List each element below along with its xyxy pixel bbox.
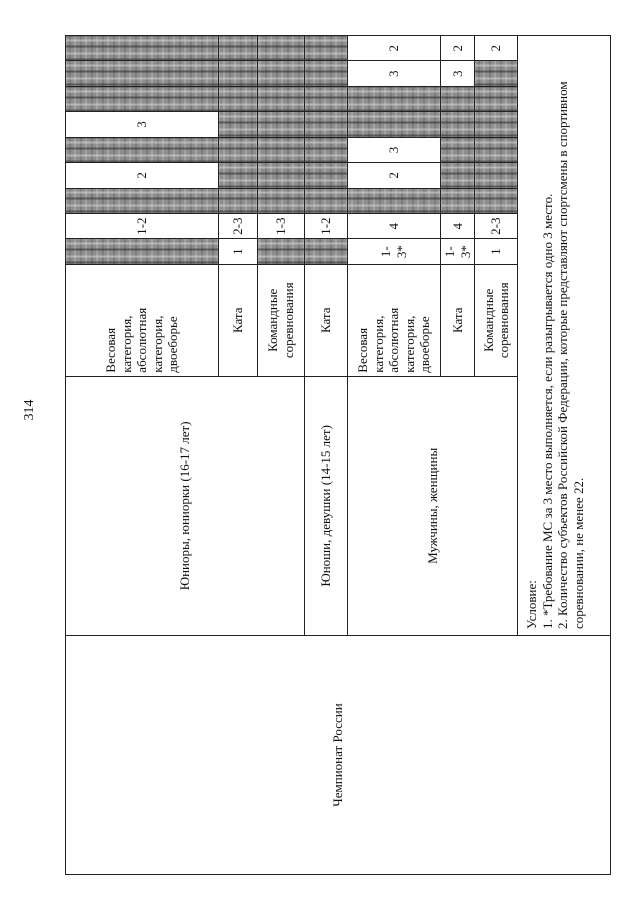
value-cell: 3 bbox=[66, 112, 219, 137]
value-cell: 3 bbox=[348, 61, 441, 86]
value-cell: 2 bbox=[475, 36, 518, 61]
value-cell bbox=[305, 61, 348, 86]
value-cell bbox=[348, 112, 441, 137]
value-cell bbox=[441, 137, 475, 162]
value-cell bbox=[219, 112, 258, 137]
value-cell bbox=[348, 86, 441, 111]
value-cell: 1-3* bbox=[348, 239, 441, 264]
value-cell bbox=[441, 112, 475, 137]
value-cell bbox=[475, 163, 518, 188]
value-cell bbox=[475, 86, 518, 111]
value-cell: 4 bbox=[441, 214, 475, 239]
value-cell: 2 bbox=[441, 36, 475, 61]
notes-cell bbox=[518, 36, 611, 636]
value-cell bbox=[258, 86, 305, 111]
value-cell bbox=[305, 137, 348, 162]
value-cell bbox=[475, 137, 518, 162]
value-cell: 2-3 bbox=[475, 214, 518, 239]
value-cell bbox=[305, 239, 348, 264]
value-cell: 1-2 bbox=[66, 214, 219, 239]
value-cell: 1-2 bbox=[305, 214, 348, 239]
value-cell: 1-3 bbox=[258, 214, 305, 239]
value-cell bbox=[305, 188, 348, 213]
value-cell: 2 bbox=[348, 163, 441, 188]
value-cell bbox=[305, 112, 348, 137]
table-row bbox=[66, 36, 219, 875]
discipline-cell: Командные соревнования bbox=[475, 264, 518, 376]
value-cell bbox=[258, 163, 305, 188]
page-number: 314 bbox=[22, 399, 37, 421]
discipline-cell: Весовая категория, абсолютная категория, двоеборье bbox=[66, 264, 219, 376]
value-cell bbox=[258, 239, 305, 264]
value-cell bbox=[305, 163, 348, 188]
notes-item-1: 1. *Требование МС за 3 место выполняется, если разыгрывается одно 3 место. bbox=[539, 193, 555, 630]
value-cell: 2 bbox=[348, 36, 441, 61]
value-cell bbox=[66, 188, 219, 213]
value-cell bbox=[258, 188, 305, 213]
notes-heading: Условие: bbox=[524, 580, 540, 630]
discipline-cell: Весовая категория, абсолютная категория, двоеборье bbox=[348, 264, 441, 376]
group-name-cell: Юниоры, юниорки (16-17 лет) bbox=[66, 376, 305, 635]
value-cell: 1-3* bbox=[441, 239, 475, 264]
value-cell: 2 bbox=[66, 163, 219, 188]
value-cell bbox=[258, 36, 305, 61]
group-name-cell: Юноши, девушки (14-15 лет) bbox=[305, 376, 348, 635]
value-cell bbox=[219, 188, 258, 213]
value-cell bbox=[441, 188, 475, 213]
value-cell: 3 bbox=[348, 137, 441, 162]
value-cell bbox=[66, 239, 219, 264]
requirements-table bbox=[65, 35, 611, 875]
value-cell bbox=[441, 86, 475, 111]
value-cell bbox=[66, 86, 219, 111]
event-cell: Чемпионат России bbox=[66, 636, 611, 875]
value-cell: 2-3 bbox=[219, 214, 258, 239]
discipline-cell: Ката bbox=[441, 264, 475, 376]
value-cell bbox=[219, 163, 258, 188]
value-cell bbox=[441, 163, 475, 188]
discipline-cell: Ката bbox=[219, 264, 258, 376]
value-cell: 4 bbox=[348, 214, 441, 239]
group-name-cell: Мужчины, женщины bbox=[348, 376, 518, 635]
value-cell bbox=[219, 61, 258, 86]
value-cell bbox=[258, 61, 305, 86]
discipline-cell: Командные соревнования bbox=[258, 264, 305, 376]
value-cell bbox=[258, 137, 305, 162]
discipline-cell: Ката bbox=[305, 264, 348, 376]
value-cell bbox=[219, 86, 258, 111]
value-cell bbox=[348, 188, 441, 213]
value-cell: 1 bbox=[475, 239, 518, 264]
value-cell bbox=[66, 137, 219, 162]
value-cell: 1 bbox=[219, 239, 258, 264]
value-cell bbox=[66, 61, 219, 86]
value-cell bbox=[219, 137, 258, 162]
value-cell: 3 bbox=[441, 61, 475, 86]
value-cell bbox=[475, 112, 518, 137]
value-cell bbox=[305, 86, 348, 111]
value-cell bbox=[475, 188, 518, 213]
notes-item-2: 2. Количество субъектов Российской Федерации, которые представляют спортсмены в спортивном соревновании, не менее 22. bbox=[555, 81, 586, 630]
value-cell bbox=[66, 36, 219, 61]
value-cell bbox=[258, 112, 305, 137]
value-cell bbox=[305, 36, 348, 61]
value-cell bbox=[219, 36, 258, 61]
value-cell bbox=[475, 61, 518, 86]
requirements-table-container bbox=[65, 35, 586, 875]
